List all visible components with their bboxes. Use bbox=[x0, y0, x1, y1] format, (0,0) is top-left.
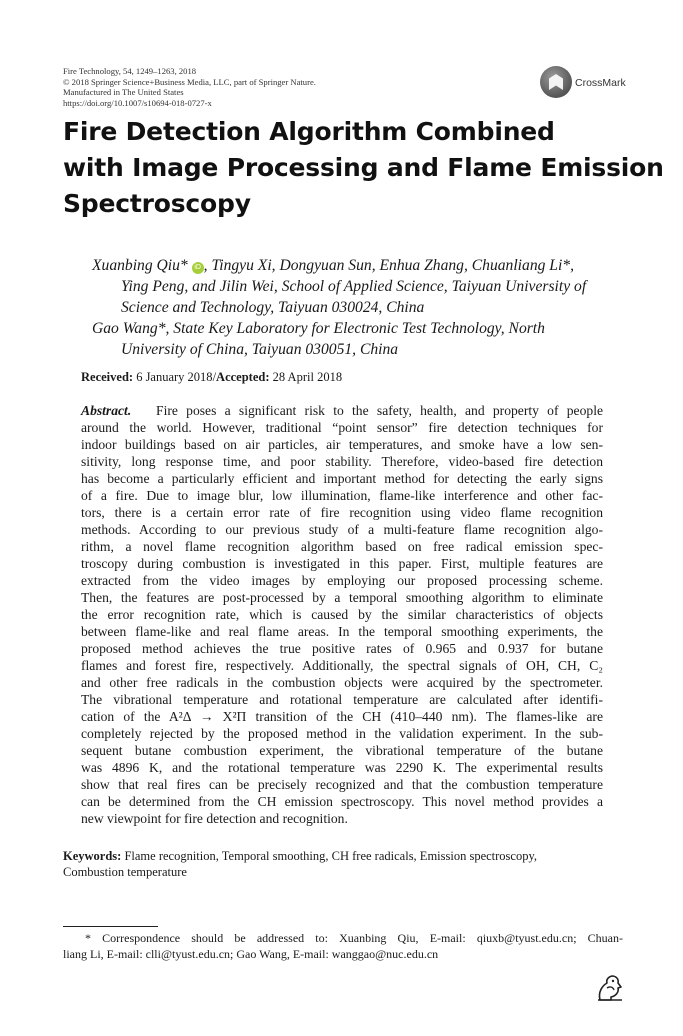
footnote-line: liang Li, E-mail: clli@tyust.edu.cn; Gao Wang, E-mail: wanggao@nuc.edu.cn bbox=[63, 947, 439, 961]
abstract-text: Fire poses a significant risk to the safety, health, and property of people bbox=[156, 403, 603, 418]
abstract-line: between flame-like and real flame areas. In the temporal smoothing experiments, the bbox=[81, 624, 603, 639]
abstract-line: has become a particularly efficient and important method for detecting the early signs bbox=[81, 471, 603, 486]
author-affiliations bbox=[92, 255, 637, 360]
orcid-icon[interactable]: iD bbox=[192, 262, 204, 274]
affiliation-line: Science and Technology, Taiyuan 030024, China bbox=[121, 299, 425, 316]
abstract-line: completely rejected by the proposed method in the validation experiment. In the sub- bbox=[81, 726, 603, 741]
abstract-line: and other free radicals in the combustion objects were acquired by the spectrometer. bbox=[81, 675, 603, 690]
affiliation-line: University of China, Taiyuan 030051, China bbox=[121, 341, 399, 358]
manufacture-notice: Manufactured in The United States bbox=[63, 87, 184, 98]
abstract-line: extracted from the video images by employing our proposed processing scheme. bbox=[81, 573, 603, 588]
abstract-first-line bbox=[81, 402, 603, 419]
corresponding-author: Xuanbing Qiu* bbox=[92, 257, 188, 274]
abstract-body bbox=[81, 419, 603, 827]
abstract-line: Then, the features are post-processed by a temporal smoothing algorithm to eliminate bbox=[81, 590, 603, 605]
footnote-divider bbox=[63, 926, 158, 927]
abstract-line: proposed method achieves the true positive rates of 0.965 and 0.937 for butane bbox=[81, 641, 603, 656]
keywords-line bbox=[63, 848, 623, 864]
abstract-line: show that real fires can be precisely recognized and that the combustion temperature bbox=[81, 777, 603, 792]
title-line: Fire Detection Algorithm Combined bbox=[63, 117, 555, 146]
keywords-line: Combustion temperature bbox=[63, 865, 187, 879]
crossmark-icon bbox=[540, 66, 572, 98]
abstract-line: rithm, a novel flame recognition algorithm based on free radical emission spec- bbox=[81, 539, 603, 554]
correspondence-footnote bbox=[63, 930, 623, 962]
author-line: Gao Wang*, State Key Laboratory for Electronic Test Technology, North bbox=[92, 320, 545, 337]
abstract bbox=[81, 402, 603, 827]
abstract-line: The vibrational temperature and rotational temperature are calculated after identifi- bbox=[81, 692, 603, 707]
journal-metadata bbox=[63, 66, 316, 108]
abstract-line: sequent butane combustion experiment, the vibrational temperature of the butane bbox=[81, 743, 603, 758]
author-line: Ying Peng, and Jilin Wei, School of Applied Science, Taiyuan University of bbox=[121, 278, 587, 295]
footnote-line: * Correspondence should be addressed to: Xuanbing Qiu, E-mail: qiuxb@tyust.edu.cn; Chuan- bbox=[85, 931, 623, 945]
keywords-label: Keywords: bbox=[63, 849, 122, 863]
keywords-text: Flame recognition, Temporal smoothing, CH free radicals, Emission spectroscopy, bbox=[124, 849, 538, 863]
received-label: Received: bbox=[81, 370, 134, 384]
abstract-line: tors, there is a certain error rate of fire recognition using video flame recognition bbox=[81, 505, 603, 520]
author-line bbox=[92, 255, 637, 276]
accepted-label: Accepted: bbox=[216, 370, 270, 384]
abstract-line: methods. According to our previous study of a multi-feature flame recognition algo- bbox=[81, 522, 603, 537]
doi-link[interactable]: https://doi.org/10.1007/s10694-018-0727-x bbox=[63, 97, 212, 108]
title-line: with Image Processing and Flame Emission bbox=[63, 153, 664, 182]
journal-citation: Fire Technology, 54, 1249–1263, 2018 bbox=[63, 66, 197, 76]
copyright-notice: © 2018 Springer Science+Business Media, LLC, part of Springer Nature. bbox=[63, 76, 316, 87]
keywords bbox=[63, 848, 623, 880]
abstract-line: of a fire. Due to image blur, low illumination, flame-like interference and other fac- bbox=[81, 488, 603, 503]
springer-logo-icon bbox=[594, 974, 626, 1002]
abstract-line: troscopy during combustion is investigated in this paper. First, multiple features are bbox=[81, 556, 603, 571]
abstract-line: new viewpoint for fire detection and recognition. bbox=[81, 811, 348, 826]
received-date: 6 January 2018 bbox=[136, 370, 213, 384]
abstract-line: sitivity, long response time, and poor stability. Therefore, video-based fire detection bbox=[81, 454, 603, 469]
date-separator: / bbox=[212, 370, 217, 384]
abstract-line: was 4896 K, and the rotational temperature was 2290 K. The experimental results bbox=[81, 760, 603, 775]
crossmark-label: CrossMark bbox=[575, 77, 626, 89]
abstract-heading: Abstract. bbox=[81, 403, 132, 418]
accepted-date: 28 April 2018 bbox=[272, 370, 343, 384]
abstract-line: around the world. However, traditional “point sensor” fire detection techniques for bbox=[81, 420, 603, 435]
abstract-line: can be determined from the CH emission spectroscopy. This novel method provides a bbox=[81, 794, 603, 809]
paper-title bbox=[63, 114, 664, 222]
crossmark-badge[interactable] bbox=[540, 66, 632, 100]
submission-dates bbox=[81, 370, 342, 385]
abstract-line: indoor buildings based on air particles, air temperatures, and smoke have a low sen- bbox=[81, 437, 603, 452]
abstract-line: cation of the A²Δ → X²Π transition of the CH (410–440 nm). The flames-like are bbox=[81, 709, 603, 724]
abstract-line: flames and forest fire, respectively. Additionally, the spectral signals of OH, CH, C₂ bbox=[81, 658, 603, 673]
author-names: , Tingyu Xi, Dongyuan Sun, Enhua Zhang, Chuanliang Li*, bbox=[203, 257, 575, 274]
title-line: Spectroscopy bbox=[63, 189, 251, 218]
abstract-line: the error recognition rate, which is caused by the similar characteristics of objects bbox=[81, 607, 603, 622]
